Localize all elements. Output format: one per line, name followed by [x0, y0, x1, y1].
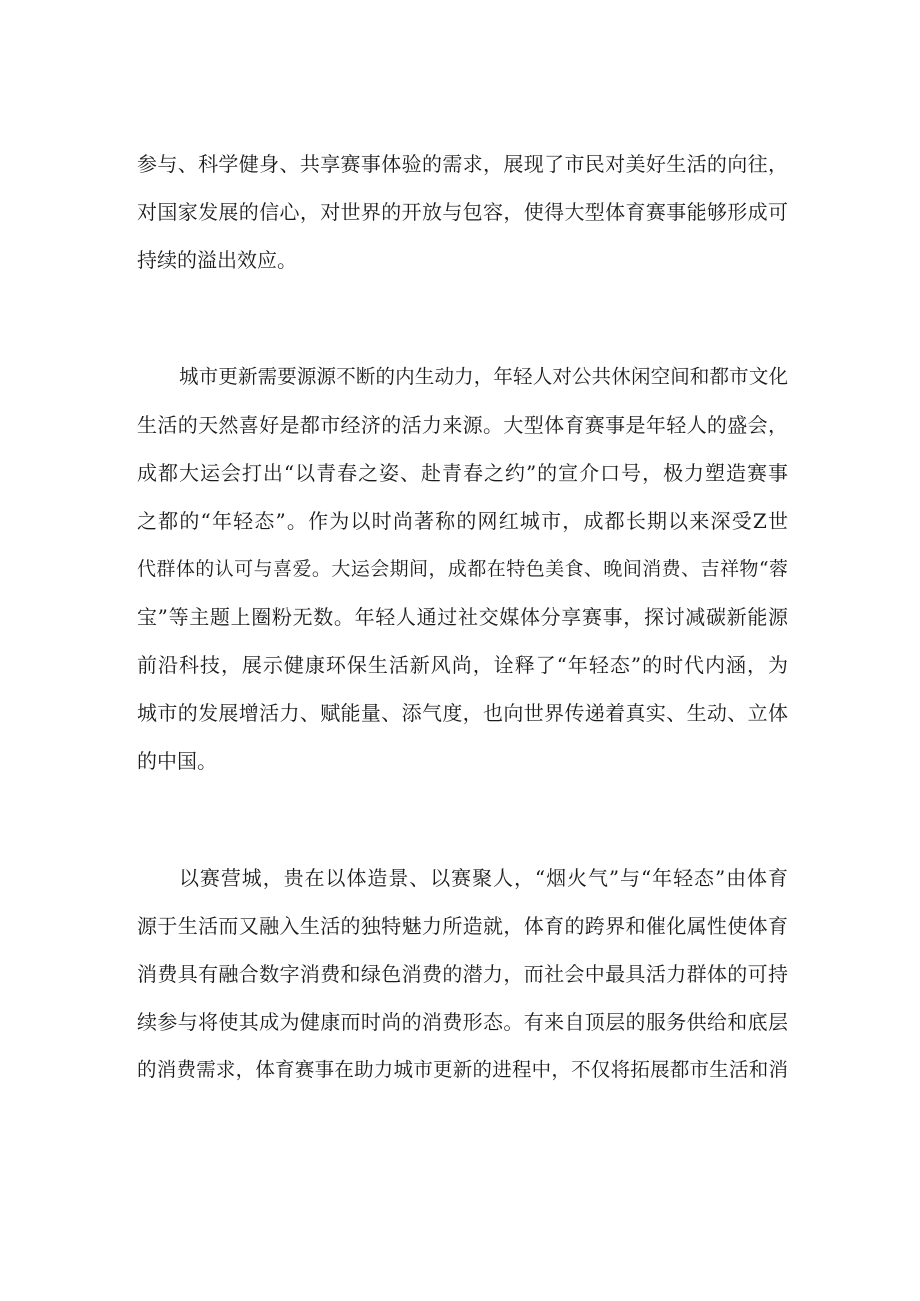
paragraph-spacer: [137, 785, 788, 854]
text-line: 宝”等主题上圈粉无数。年轻人通过社交媒体分享赛事，探讨减碳新能源: [137, 605, 788, 629]
paragraph-1: [137, 140, 788, 284]
text-line: 参与、科学健身、共享赛事体验的需求，展现了市民对美好生活的向往，: [137, 152, 788, 176]
text-line: 的中国。: [137, 749, 217, 773]
text-line: 对国家发展的信心，对世界的开放与包容，使得大型体育赛事能够形成可: [137, 200, 788, 224]
paragraph-spacer: [137, 284, 788, 353]
text-line: 源于生活而又融入生活的独特魅力所造就，体育的跨界和催化属性使体育: [137, 914, 788, 938]
text-line: 代群体的认可与喜爱。大运会期间，成都在特色美食、晚间消费、吉祥物“蓉: [137, 558, 788, 580]
text-line: 续参与将使其成为健康而时尚的消费形态。有来自顶层的服务供给和底层: [137, 1010, 788, 1034]
text-line: 以赛营城，贵在以体造景、以赛聚人，“烟火气”与“年轻态”由体育: [179, 866, 788, 890]
text-line: 成都大运会打出“以青春之姿、赴青春之约”的宣介口号，极力塑造赛事: [137, 461, 788, 485]
text-line: 城市的发展增活力、赋能量、添气度，也向世界传递着真实、生动、立体: [137, 701, 788, 725]
paragraph-2: [137, 353, 788, 785]
paragraph-3: [137, 854, 788, 1094]
text-line: 的消费需求，体育赛事在助力城市更新的进程中，不仅将拓展都市生活和消: [137, 1058, 788, 1081]
text-line: 消费具有融合数字消费和绿色消费的潜力，而社会中最具活力群体的可持: [137, 962, 788, 986]
text-line: 之都的“年轻态”。作为以时尚著称的网红城市，成都长期以来深受Z世: [137, 509, 788, 533]
text-line: 持续的溢出效应。: [137, 248, 297, 272]
text-line: 城市更新需要源源不断的内生动力，年轻人对公共休闲空间和都市文化: [179, 365, 788, 388]
text-line: 生活的天然喜好是都市经济的活力来源。大型体育赛事是年轻人的盛会，: [137, 413, 788, 437]
text-line: 前沿科技，展示健康环保生活新风尚，诠释了“年轻态”的时代内涵，为: [137, 653, 788, 677]
document-body: [137, 140, 788, 1094]
